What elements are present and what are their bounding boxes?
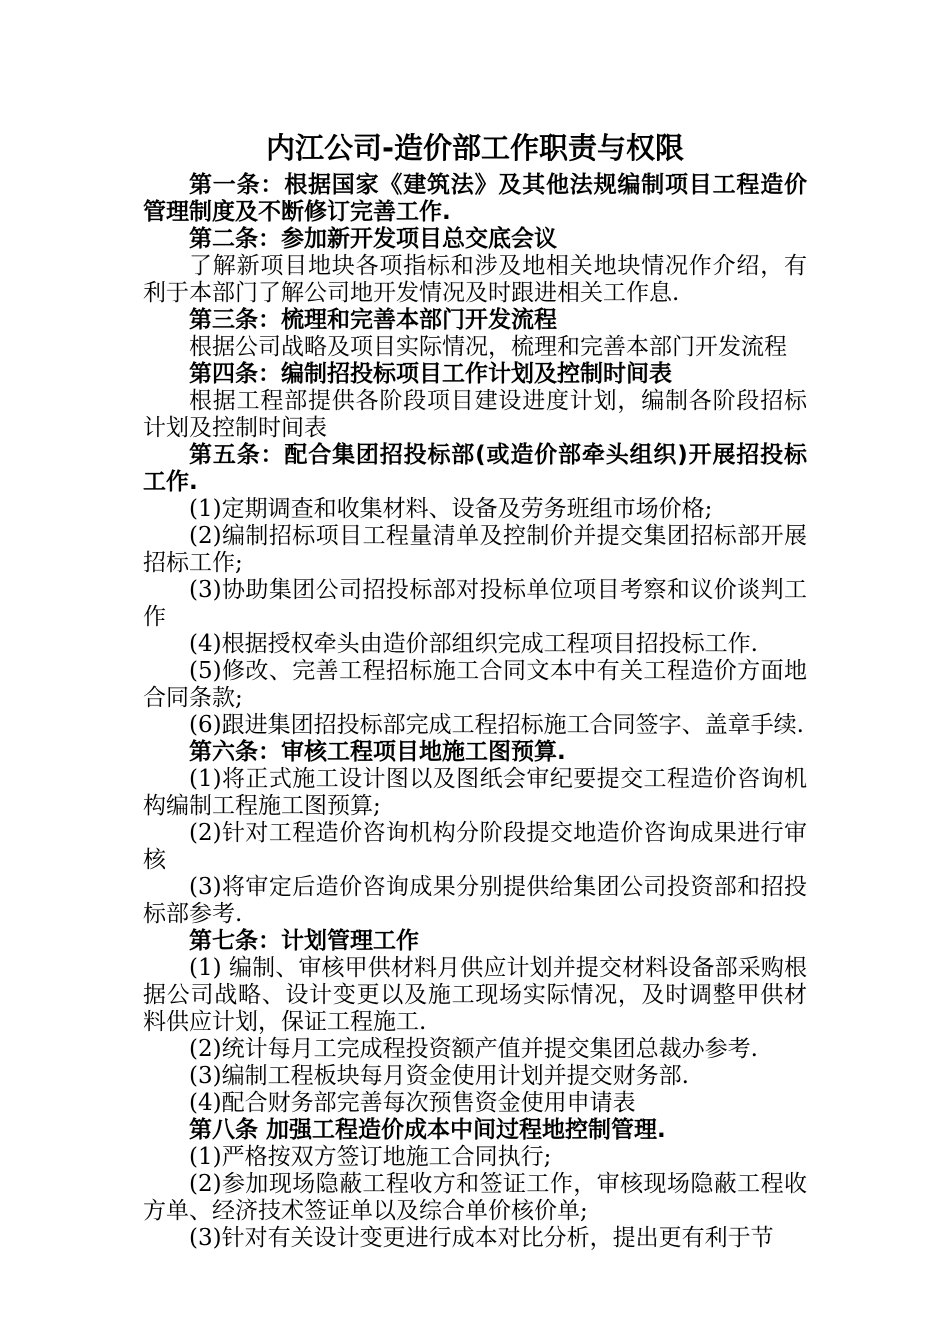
section-heading: 第七条：计划管理工作 (189, 928, 419, 954)
body-paragraph: (1) 编制、审核甲供材料月供应计划并提交材料设备部采购根据公司战略、设计变更以及施工现场实际情况，及时调整甲供材料供应计划，保证工程施工. (143, 955, 807, 1035)
document-body (143, 172, 807, 1252)
section-heading: 第六条：审核工程项目地施工图预算. (189, 739, 566, 765)
body-paragraph: (3)协助集团公司招投标部对投标单位项目考察和议价谈判工作 (143, 577, 807, 630)
section-heading: 第一条：根据国家《建筑法》及其他法规编制项目工程造价管理制度及不断修订完善工作. (143, 172, 807, 225)
body-paragraph: (1)将正式施工设计图以及图纸会审纪要提交工程造价咨询机构编制工程施工图预算; (143, 766, 807, 819)
body-paragraph: (4)配合财务部完善每次预售资金使用申请表 (189, 1090, 636, 1116)
body-paragraph: (3)针对有关设计变更进行成本对比分析，提出更有利于节 (189, 1225, 774, 1251)
body-paragraph: (2)针对工程造价咨询机构分阶段提交地造价咨询成果进行审核 (143, 820, 807, 873)
body-paragraph: (1)严格按双方签订地施工合同执行; (189, 1144, 552, 1170)
section-heading: 第四条：编制招投标项目工作计划及控制时间表 (189, 361, 672, 387)
body-paragraph: (2)参加现场隐蔽工程收方和签证工作，审核现场隐蔽工程收方单、经济技术签证单以及综合单价核价单; (143, 1171, 807, 1224)
section-heading: 第五条：配合集团招投标部(或造价部牵头组织)开展招投标工作. (143, 442, 807, 495)
body-paragraph: (2)编制招标项目工程量清单及控制价并提交集团招标部开展招标工作; (143, 523, 807, 576)
body-paragraph: (3)将审定后造价咨询成果分别提供给集团公司投资部和招投标部参考. (143, 874, 807, 927)
document-title: 内江公司-造价部工作职责与权限 (265, 131, 685, 165)
body-paragraph: (1)定期调查和收集材料、设备及劳务班组市场价格; (189, 496, 713, 522)
body-paragraph: (3)编制工程板块每月资金使用计划并提交财务部. (189, 1063, 689, 1089)
section-heading: 第八条 加强工程造价成本中间过程地控制管理. (189, 1117, 666, 1143)
section-heading: 第二条：参加新开发项目总交底会议 (189, 226, 557, 252)
body-paragraph: 根据公司战略及项目实际情况，梳理和完善本部门开发流程 (189, 334, 787, 360)
body-paragraph: (2)统计每月工完成程投资额产值并提交集团总裁办参考. (189, 1036, 758, 1062)
document-page (143, 128, 807, 1252)
body-paragraph: (5)修改、完善工程招标施工合同文本中有关工程造价方面地合同条款; (143, 658, 807, 711)
body-paragraph: 了解新项目地块各项指标和涉及地相关地块情况作介绍，有利于本部门了解公司地开发情况及时跟进相关工作息. (143, 253, 807, 306)
body-paragraph: 根据工程部提供各阶段项目建设进度计划，编制各阶段招标计划及控制时间表 (143, 388, 807, 441)
body-paragraph: (4)根据授权牵头由造价部组织完成工程项目招投标工作. (189, 631, 758, 657)
body-paragraph: (6)跟进集团招投标部完成工程招标施工合同签字、盖章手续. (189, 712, 804, 738)
section-heading: 第三条：梳理和完善本部门开发流程 (189, 307, 557, 333)
